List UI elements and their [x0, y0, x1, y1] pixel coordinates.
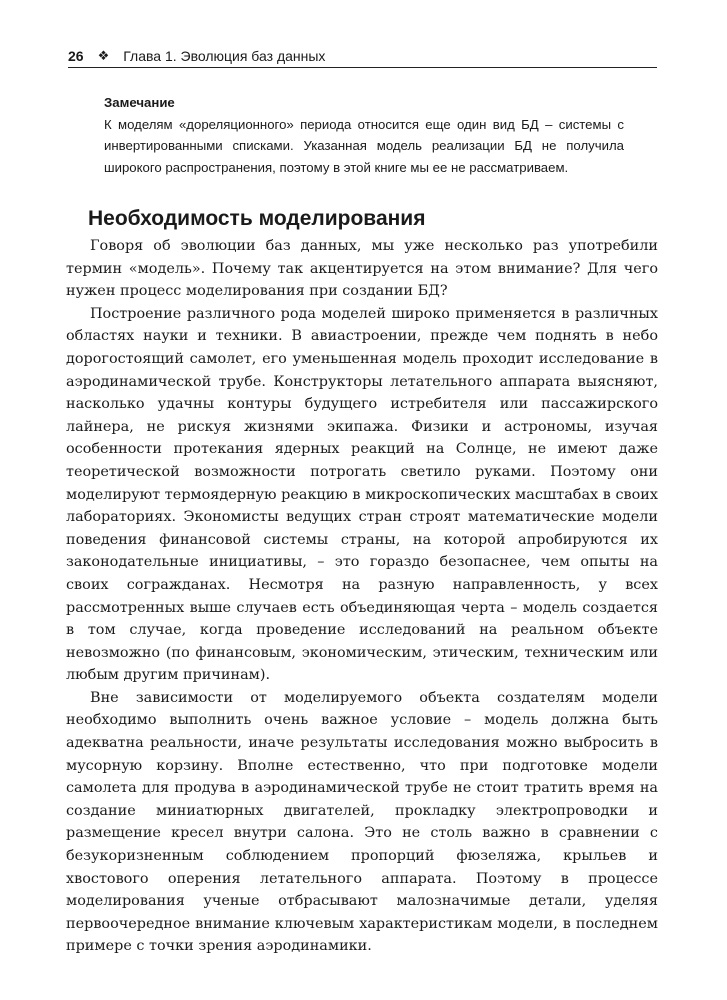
chapter-title: Глава 1. Эволюция баз данных	[123, 48, 326, 64]
note-box	[104, 92, 624, 178]
paragraph: Вне зависимости от моделируемого объекта создателям модели необходимо выполнить очень важное условие – модель должна быть адекватна реальности, иначе результаты исследования можно выбросить в мусорную корзину. Вполне естественно, что при подготовке модели самолета для продува в аэродинамической трубе не стоит тратить время на создание миниатюрных двигателей, прокладку электропроводки и размещение кресел внутри салона. Это не столь важно в сравнении с безукоризненным соблюдением пропорций фюзеляжа, крыльев и хвостового оперения летательного аппарата. Поэтому в процессе моделирования ученые отбрасывают малозначимые детали, уделяя первоочередное внимание ключевым характеристикам модели, в последнем примере с точки зрения аэродинамики.	[66, 689, 658, 955]
page-number: 26	[68, 48, 84, 64]
note-text: К моделям «дореляционного» периода относится еще один вид БД – системы с инвертированными списками. Указанная модель реализации БД не получила широкого распространения, поэтому в этой книге мы ее не рассматриваем.	[104, 116, 624, 175]
paragraph: Построение различного рода моделей широко применяется в различных областях науки и техники. В авиастроении, прежде чем поднять в небо дорогостоящий самолет, его уменьшенная модель проходит исследование в аэродинамической трубе. Конструкторы летательного аппарата выясняют, насколько удачны контуры будущего истребителя или пассажирского лайнера, не рискуя жизнями экипажа. Физики и астрономы, изучая особенности протекания ядерных реакций на Солнце, не имеют даже теоретической возможности потрогать светило руками. Поэтому они моделируют термоядерную реакцию в микроскопических масштабах в своих лабораториях. Экономисты ведущих стран строят математические модели поведения финансовой системы страны, на которой апробируются их законодательные инициативы, – это гораздо безопаснее, чем опыты на своих согражданах. Несмотря на разную направленность, у всех рассмотренных выше случаев есть объединяющая черта – модель создается в том случае, когда проведение исследований на реальном объекте невозможно (по финансовым, экономическим, этическим, техническим или любым другим причинам).	[66, 305, 658, 684]
body-text	[66, 235, 658, 958]
ornament-icon: ❖	[97, 48, 110, 63]
paragraph: Говоря об эволюции баз данных, мы уже несколько раз употребили термин «модель». Почему так акцентируется на этом внимание? Для чего нужен процесс моделирования при создании БД?	[66, 238, 658, 300]
note-title: Замечание	[104, 95, 175, 110]
section-heading: Необходимость моделирования	[88, 207, 426, 230]
running-header	[68, 46, 657, 68]
